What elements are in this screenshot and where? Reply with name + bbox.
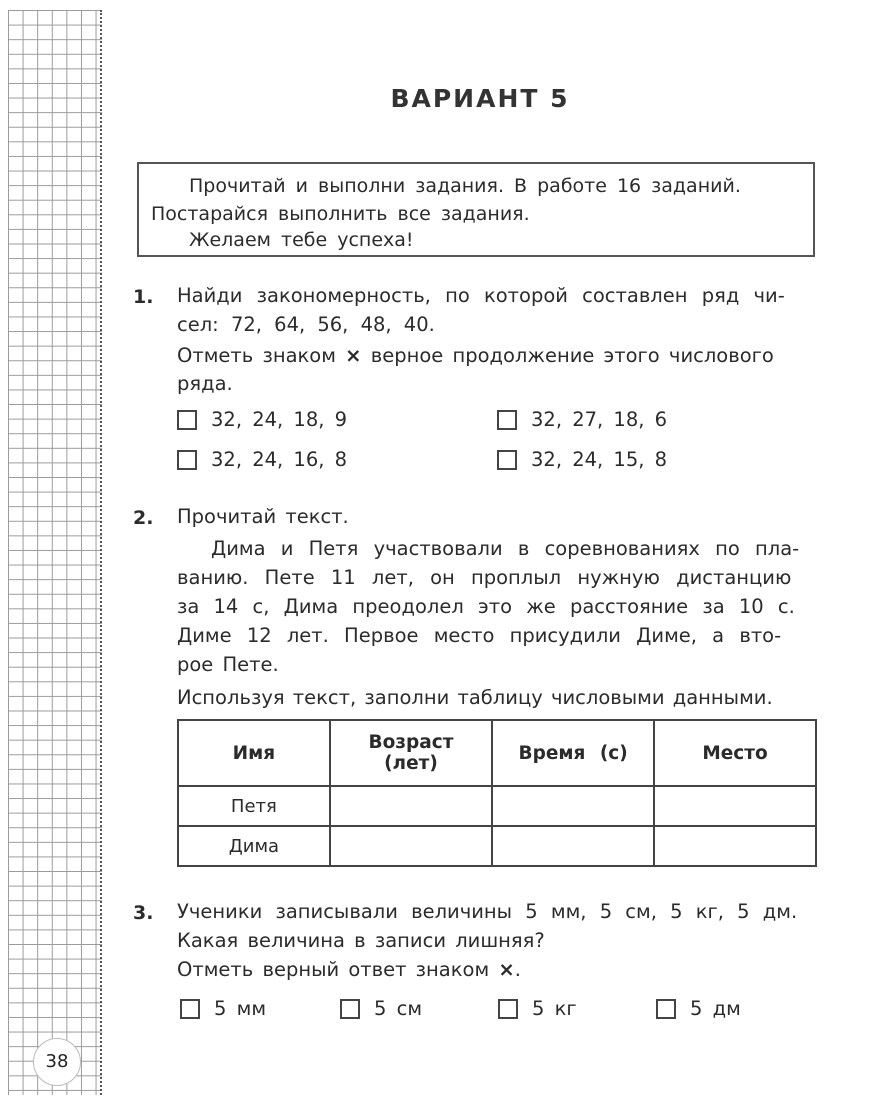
task1-option-3-label: 32, 24, 16, 8 xyxy=(211,448,348,471)
cross-mark-icon: × xyxy=(345,344,362,367)
task2-number: 2. xyxy=(133,507,154,529)
task2-text-line-2: ванию. Пете 11 лет, он проплыл нужную дистанцию xyxy=(177,566,792,589)
header-age xyxy=(330,720,492,786)
task3-line-3 xyxy=(177,958,521,981)
intro-box xyxy=(137,162,815,257)
task1-option-4[interactable] xyxy=(497,448,667,471)
task3-option-2[interactable] xyxy=(340,997,422,1020)
task3-line-2: Какая величина в записи лишняя? xyxy=(177,929,545,952)
page-title: ВАРИАНТ 5 xyxy=(390,84,570,113)
task3-option-4-label: 5 дм xyxy=(690,997,741,1020)
checkbox[interactable] xyxy=(177,450,197,470)
task3-option-1[interactable] xyxy=(180,997,266,1020)
task1-option-2[interactable] xyxy=(497,408,667,431)
task1-line-4: ряда. xyxy=(177,372,233,395)
intro-line-2: Постарайся выполнить все задания. xyxy=(151,203,530,225)
checkbox[interactable] xyxy=(340,999,360,1019)
header-age-line-2: (лет) xyxy=(384,753,438,774)
intro-line-1: Прочитай и выполни задания. В работе 16 заданий. xyxy=(189,175,741,197)
task2-prompt: Прочитай текст. xyxy=(177,505,349,528)
header-time: Время (с) xyxy=(492,720,654,786)
task2-text-line-4: Диме 12 лет. Первое место присудили Диме, а вто- xyxy=(177,624,782,647)
checkbox[interactable] xyxy=(497,410,517,430)
cell-age-input[interactable] xyxy=(330,786,492,826)
task3-option-3-label: 5 кг xyxy=(532,997,577,1020)
cell-place-input[interactable] xyxy=(654,826,816,866)
cell-time-input[interactable] xyxy=(492,826,654,866)
task1-option-4-label: 32, 24, 15, 8 xyxy=(531,448,668,471)
task1-number: 1. xyxy=(133,286,154,308)
cross-mark-icon: × xyxy=(498,958,515,981)
task2-instruction: Используя текст, заполни таблицу числовыми данными. xyxy=(177,686,773,709)
task2-text-line-1: Дима и Петя участвовали в соревнованиях по пла- xyxy=(211,537,800,560)
data-table xyxy=(177,719,817,867)
task1-option-1[interactable] xyxy=(177,408,347,431)
task1-line-3 xyxy=(177,344,774,367)
cell-name: Дима xyxy=(178,826,330,866)
cell-place-input[interactable] xyxy=(654,786,816,826)
checkbox[interactable] xyxy=(497,450,517,470)
cell-name: Петя xyxy=(178,786,330,826)
task3-line-3-post: . xyxy=(514,958,521,981)
task3-option-4[interactable] xyxy=(656,997,741,1020)
task1-line-3-pre: Отметь знаком xyxy=(177,344,336,367)
task1-line-2: сел: 72, 64, 56, 48, 40. xyxy=(177,313,435,336)
table-row xyxy=(178,786,816,826)
task3-option-3[interactable] xyxy=(498,997,577,1020)
header-name: Имя xyxy=(178,720,330,786)
task3-line-3-pre: Отметь верный ответ знаком xyxy=(177,958,490,981)
header-place: Место xyxy=(654,720,816,786)
task3-option-2-label: 5 см xyxy=(374,997,423,1020)
checkbox[interactable] xyxy=(656,999,676,1019)
task1-option-2-label: 32, 27, 18, 6 xyxy=(531,408,668,431)
page-number: 38 xyxy=(33,1038,81,1086)
table-header-row xyxy=(178,720,816,786)
cell-time-input[interactable] xyxy=(492,786,654,826)
header-age-line-1: Возраст xyxy=(368,732,454,753)
intro-line-3: Желаем тебе успеха! xyxy=(189,229,414,251)
task2-text-line-5: рое Пете. xyxy=(177,653,279,676)
cell-age-input[interactable] xyxy=(330,826,492,866)
task3-line-1: Ученики записывали величины 5 мм, 5 см, 5 кг, 5 дм. xyxy=(177,900,798,923)
table-row xyxy=(178,826,816,866)
checkbox[interactable] xyxy=(180,999,200,1019)
task1-line-3-post: верное продолжение этого числового xyxy=(370,344,774,367)
notebook-grid-margin xyxy=(8,10,102,1095)
task3-number: 3. xyxy=(133,902,154,924)
task1-option-3[interactable] xyxy=(177,448,347,471)
task1-option-1-label: 32, 24, 18, 9 xyxy=(211,408,348,431)
checkbox[interactable] xyxy=(498,999,518,1019)
task3-option-1-label: 5 мм xyxy=(214,997,267,1020)
task1-line-1: Найди закономерность, по которой составлен ряд чи- xyxy=(177,284,785,307)
checkbox[interactable] xyxy=(177,410,197,430)
task2-text-line-3: за 14 с, Дима преодолел это же расстояние за 10 с. xyxy=(177,595,795,618)
